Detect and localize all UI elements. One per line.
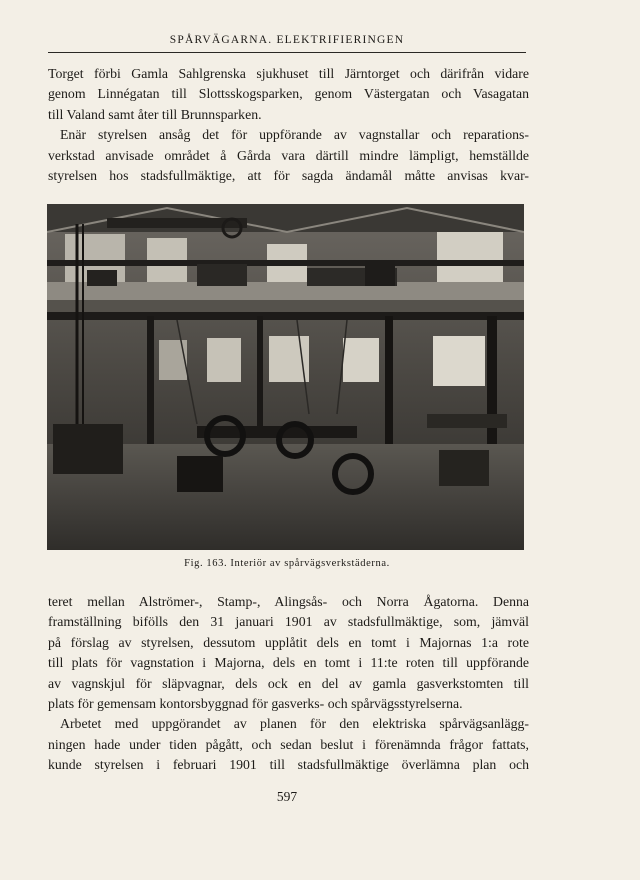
text-line: framställning bifölls den 31 januari 1901 av stadsfullmäktige, som, jämväl (48, 614, 529, 630)
text-line: Arbetet med uppgörandet av planen för den elektriska spårvägsanlägg- (60, 716, 529, 732)
figure-caption: Fig. 163. Interiör av spårvägsverkstäderna. (184, 558, 390, 569)
text-line: på förslag av styrelsen, dessutom upplåtit dels en tomt i Majornas 1:a rote (48, 634, 529, 650)
paragraph-arbetet (48, 714, 529, 775)
text-line: ningen hade under tiden pågått, och sedan beslut i förenämnda frågor fattats, (48, 736, 529, 752)
page-number: 597 (276, 789, 298, 804)
text-line: genom Linnégatan till Slottsskogsparken, genom Västergatan och Vasagatan (48, 86, 529, 102)
text-line: styrelsen hos stadsfullmäktige, att för sagda ändamål måtte anvisas kvar- (48, 168, 529, 184)
text-line: teret mellan Alströmer-, Stamp-, Alingsås- och Norra Ågatorna. Denna (48, 594, 529, 609)
paragraph-gårda (48, 125, 529, 186)
bottom-text-block (48, 592, 529, 776)
header-rule (48, 52, 526, 53)
text-line: till Valand samt åter till Brunnsparken. (48, 106, 262, 122)
paragraph-continuation (48, 64, 529, 125)
text-line: verkstad anvisade området å Gårda vara därtill mindre lämpligt, hemställde (48, 147, 529, 163)
running-header: SPÅRVÄGARNA. ELEKTRIFIERINGEN (169, 34, 405, 46)
text-line: Enär styrelsen ansåg det för uppförande av vagnstallar och reparations- (60, 127, 529, 143)
photo-illustration (47, 204, 524, 550)
text-line: plats för gemensam kontorsbyggnad för gasverks- och spårvägsstyrelserna. (48, 696, 463, 712)
workshop-interior-photograph (47, 204, 524, 550)
text-line: kunde styrelsen i februari 1901 till stadsfullmäktige överlämna plan och (48, 757, 529, 773)
text-line: till plats för vagnstation i Majorna, dels en tomt i 11:te roten till uppförande (48, 655, 529, 671)
paragraph-kvarteret (48, 592, 529, 714)
text-line: Torget förbi Gamla Sahlgrenska sjukhuset till Järntorget och därifrån vidare (48, 66, 529, 81)
top-text-block (48, 64, 529, 186)
text-line: av vagnskjul för släpvagnar, dels ock en del av gamla gasverkstomten till (48, 675, 529, 691)
